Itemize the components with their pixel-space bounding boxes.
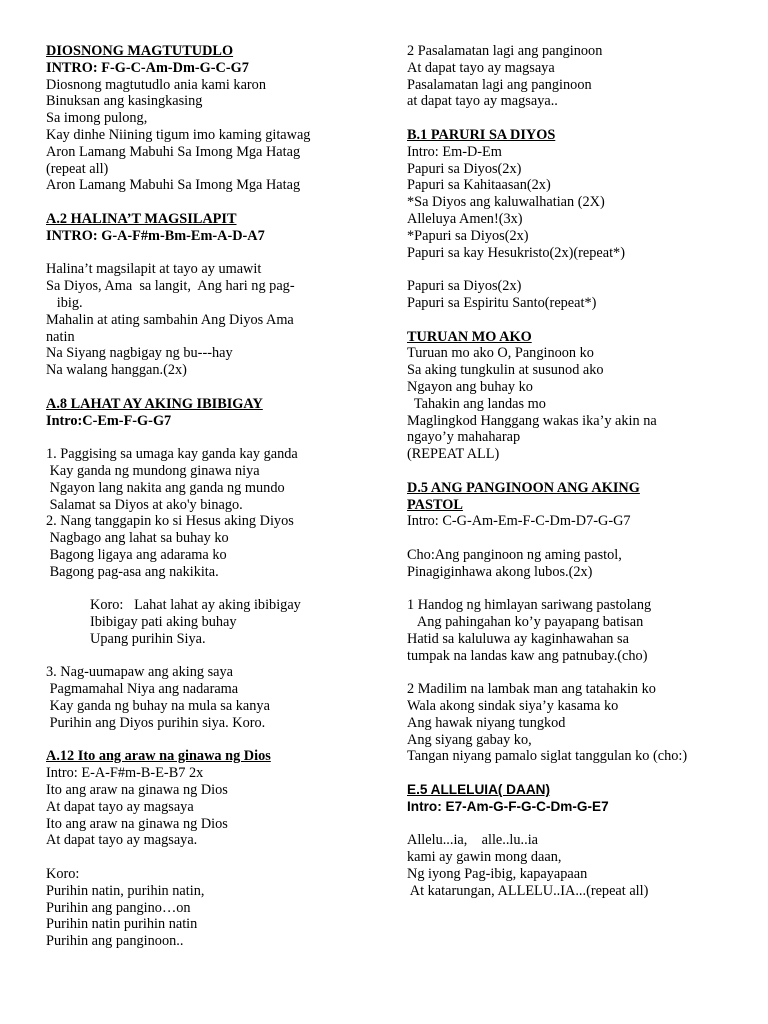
- lyric-line: At dapat tayo ay magsaya.: [46, 832, 198, 849]
- lyric-line: 1. Paggising sa umaga kay ganda kay ganda: [46, 446, 298, 463]
- lyric-line: Mahalin at ating sambahin Ang Diyos Ama: [46, 311, 294, 328]
- koro-line: Koro:: [46, 866, 80, 883]
- lyric-line: Ito ang araw na ginawa ng Dios: [46, 782, 228, 799]
- lyric-line: Alleluya Amen!(3x): [407, 210, 523, 227]
- lyric-line: Ng iyong Pag-ibig, kapayapaan: [407, 866, 588, 883]
- lyric-line: Papuri sa Kahitaasan(2x): [407, 177, 551, 194]
- song-title-turuan-mo-ako: TURUAN MO AKO: [407, 328, 532, 345]
- lyric-line: At dapat tayo ay magsaya: [46, 798, 194, 815]
- lyric-line: Kay ganda ng mundong ginawa niya: [46, 462, 260, 479]
- lyric-line: *Papuri sa Diyos(2x): [407, 227, 529, 244]
- spacer: [407, 312, 737, 329]
- song-title-ito-ang-araw: A.12 Ito ang araw na ginawa ng Dios: [46, 748, 271, 765]
- spacer: [46, 732, 381, 749]
- spacer: [46, 245, 381, 262]
- song-title-diosnong-magtutudlo: DIOSNONG MAGTUTUDLO: [46, 43, 234, 59]
- lyric-line: 3. Nag-uumapaw ang aking saya: [46, 664, 233, 681]
- lyric-line: Purihin ang Diyos purihin siya. Koro.: [46, 714, 266, 731]
- lyric-line: Ang siyang gabay ko,: [407, 731, 532, 748]
- lyric-line: Salamat sa Diyos at ako'y binago.: [46, 496, 243, 513]
- lyric-line: Wala akong sindak siya’y kasama ko: [407, 698, 619, 715]
- song-title-alleluia-daan: E.5 ALLELUIA( DAAN): [407, 782, 550, 798]
- lyric-line: Halina’t magsilapit at tayo ay umawit: [46, 261, 262, 278]
- lyric-line: Pagmamahal Niya ang nadarama: [46, 681, 239, 698]
- spacer: [46, 194, 381, 211]
- lyric-line: 1 Handog ng himlayan sariwang pastolang: [407, 597, 652, 614]
- lyric-line: 2. Nang tanggapin ko si Hesus aking Diyos: [46, 513, 294, 530]
- lyric-line: 2 Madilim na lambak man ang tatahakin ko: [407, 681, 656, 698]
- lyric-line: Intro: Em-D-Em: [407, 143, 502, 160]
- right-column: [407, 43, 737, 900]
- lyric-line: Papuri sa Diyos(2x): [407, 160, 522, 177]
- koro-line: Purihin ang panginoon..: [46, 933, 184, 950]
- spacer: [46, 648, 381, 665]
- lyric-line: (REPEAT ALL): [407, 446, 500, 463]
- spacer: [46, 429, 381, 446]
- spacer: [407, 664, 737, 681]
- song-intro: Intro:C-Em-F-G-G7: [46, 412, 172, 429]
- lyric-line: Tangan niyang pamalo siglat tanggulan ko (cho:): [407, 748, 688, 765]
- lyric-line: Ngayon lang nakita ang ganda ng mundo: [46, 479, 285, 496]
- spacer: [407, 463, 737, 480]
- spacer: [407, 530, 737, 547]
- spacer: [46, 379, 381, 396]
- left-column: [46, 43, 381, 950]
- lyric-line: Aron Lamang Mabuhi Sa Imong Mga Hatag: [46, 143, 301, 160]
- lyric-line: Allelu...ia, alle..lu..ia: [407, 832, 539, 849]
- koro-line: Purihin natin purihin natin: [46, 916, 198, 933]
- song-title-ang-panginoon-line2: PASTOL: [407, 496, 463, 513]
- lyric-line: Na Siyang nagbigay ng bu---hay: [46, 345, 233, 362]
- lyric-line: (repeat all): [46, 160, 109, 177]
- lyric-line: Ang hawak niyang tungkod: [407, 714, 566, 731]
- song-title-ang-panginoon-line1: D.5 ANG PANGINOON ANG AKING: [407, 479, 640, 496]
- lyric-line: natin: [46, 328, 75, 345]
- lyric-line: *Sa Diyos ang kaluwalhatian (2X): [407, 194, 605, 211]
- spacer: [46, 581, 381, 598]
- lyric-line: Turuan mo ako O, Panginoon ko: [407, 345, 594, 362]
- song-intro: Intro: E7-Am-G-F-G-C-Dm-G-E7: [407, 798, 609, 814]
- lyric-line: 2 Pasalamatan lagi ang panginoon: [407, 43, 603, 59]
- spacer: [407, 765, 737, 782]
- song-title-lahat-ay-aking-ibibigay: A.8 LAHAT AY AKING IBIBIGAY: [46, 395, 263, 412]
- song-title-halinat-magsilapit: A.2 HALINA’T MAGSILAPIT: [46, 210, 237, 227]
- lyric-line: Bagong pag-asa ang nakikita.: [46, 563, 219, 580]
- lyric-line: Maglingkod Hanggang wakas ika’y akin na: [407, 412, 657, 429]
- lyric-line: ibig.: [46, 294, 83, 311]
- song-intro: INTRO: G-A-F#m-Bm-Em-A-D-A7: [46, 227, 265, 244]
- lyric-line: Binuksan ang kasingkasing: [46, 93, 203, 110]
- lyric-line: at dapat tayo ay magsaya..: [407, 93, 558, 110]
- lyric-line: Papuri sa Diyos(2x): [407, 278, 522, 295]
- song-intro: INTRO: F-G-C-Am-Dm-G-C-G7: [46, 59, 249, 76]
- song-title-paruri-sa-diyos: B.1 PARURI SA DIYOS: [407, 126, 556, 143]
- lyric-line: Bagong ligaya ang adarama ko: [46, 546, 227, 563]
- lyric-line: Aron Lamang Mabuhi Sa Imong Mga Hatag: [46, 177, 301, 194]
- lyric-line: kami ay gawin mong daan,: [407, 849, 562, 866]
- lyric-line: Nagbago ang lahat sa buhay ko: [46, 530, 229, 547]
- koro-line: Purihin ang pangino…on: [46, 899, 191, 916]
- lyric-line: Ang pahingahan ko’y payapang batisan: [407, 614, 644, 631]
- lyric-line: Kay dinhe Niining tigum imo kaming gitawag: [46, 126, 311, 143]
- koro-line: Purihin natin, purihin natin,: [46, 882, 205, 899]
- lyric-line: tumpak na landas kaw ang patnubay.(cho): [407, 647, 648, 664]
- koro-line: Koro: Lahat lahat ay aking ibibigay: [90, 597, 301, 614]
- lyric-line: Kay ganda ng buhay na mula sa kanya: [46, 698, 270, 715]
- spacer: [407, 110, 737, 127]
- lyric-line: Sa Diyos, Ama sa langit, Ang hari ng pag-: [46, 278, 295, 295]
- lyric-line: Papuri sa Espiritu Santo(repeat*): [407, 294, 597, 311]
- koro-line: Ibibigay pati aking buhay: [90, 614, 237, 631]
- lyric-line: Papuri sa kay Hesukristo(2x)(repeat*): [407, 244, 625, 261]
- lyric-line: ngayo’y mahaharap: [407, 429, 521, 446]
- spacer: [46, 849, 381, 866]
- lyric-line: Sa aking tungkulin at susunod ako: [407, 362, 604, 379]
- lyric-line: At dapat tayo ay magsaya: [407, 59, 555, 76]
- lyric-line: Tahakin ang landas mo: [407, 395, 546, 412]
- lyric-line: At katarungan, ALLELU..IA...(repeat all): [407, 882, 649, 899]
- spacer: [407, 581, 737, 598]
- song-intro: Intro: C-G-Am-Em-F-C-Dm-D7-G-G7: [407, 513, 631, 530]
- spacer: [407, 261, 737, 278]
- lyric-line: Ngayon ang buhay ko: [407, 378, 533, 395]
- lyric-line: Intro: E-A-F#m-B-E-B7 2x: [46, 765, 204, 782]
- lyric-line: Na walang hanggan.(2x): [46, 362, 187, 379]
- chorus-line: Pinagiginhawa akong lubos.(2x): [407, 563, 593, 580]
- lyric-line: Hatid sa kaluluwa ay kaginhawahan sa: [407, 630, 629, 647]
- chorus-line: Cho:Ang panginoon ng aming pastol,: [407, 546, 622, 563]
- koro-line: Upang purihin Siya.: [90, 630, 206, 647]
- spacer: [407, 816, 737, 833]
- lyric-line: Diosnong magtutudlo ania kami karon: [46, 76, 266, 93]
- lyric-line: Pasalamatan lagi ang panginoon: [407, 76, 592, 93]
- lyric-line: Ito ang araw na ginawa ng Dios: [46, 815, 228, 832]
- lyric-line: Sa imong pulong,: [46, 110, 148, 127]
